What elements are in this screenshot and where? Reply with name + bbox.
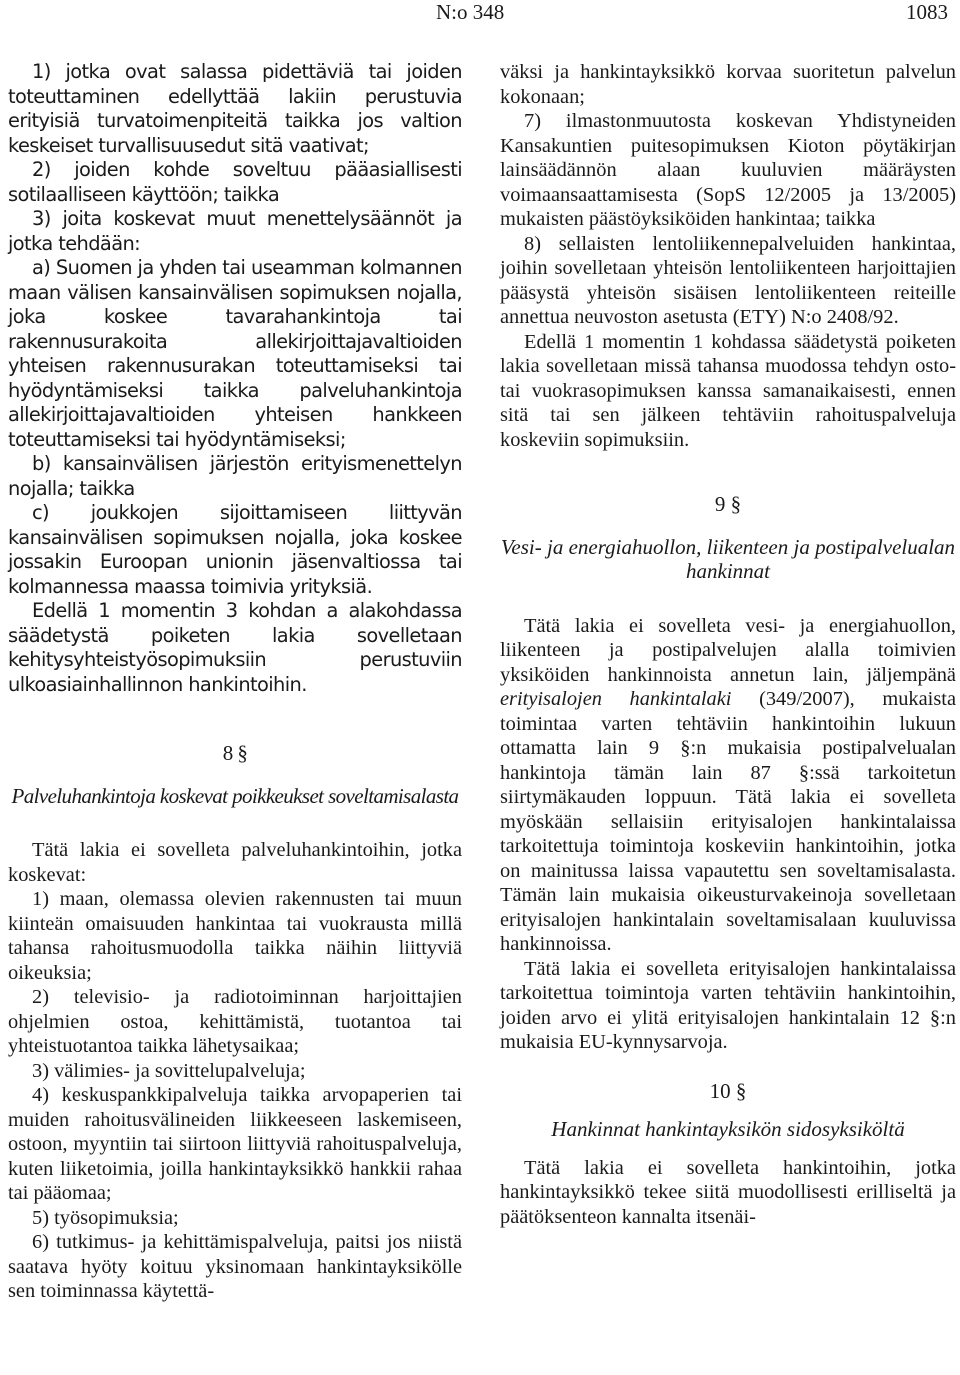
paragraph: Tätä lakia ei sovelleta erityisalojen hankintalaissa tarkoitettua toimintoja varten tehtäviin hankintoihin, joiden arvo ei ylitä erityisalojen hankintalain 12 §:n mukaisia EU-kynnysarvoja. [500, 957, 956, 1053]
paragraph-text: Tätä lakia ei sovelleta vesi- ja energiahuollon, liikenteen ja postipalvelujen alalla toimivien yksiköiden hankinnoista annetun lain, jäljempänä [500, 614, 956, 686]
paragraph: 4) keskuspankkipalveluja taikka arvopaperien tai muiden rahoitusvälineiden liikkeeseen laskemiseen, ostoon, myyntiin tai siirtoon liittyviä rahoituspalveluja, kuten liiketoimia, joilla hankintayksikkö hankkii rahaa tai pääomaa; [8, 1084, 462, 1204]
paragraph: 5) työsopimuksia; [32, 1206, 179, 1229]
section-number: 9 § [714, 492, 742, 516]
paragraph: c) joukkojen sijoittamiseen liittyvän kansainvälisen sopimuksen nojalla, joka koskee jossakin Euroopan unionin jäsenvaltiossa tai kolmannessa maassa toimivia yrityksiä. [8, 501, 462, 598]
paragraph-text: (349/2007), mukaista toimintaa varten tehtäviin hankintoihin lukuun ottamatta lain 9 §:n mukaisia postipalvelualan hankintoja tämän lain 87 §:ssä tarkoitetun siirtymäkauden loppuun. Tätä lakia ei sovelleta myöskään sellaisiin erityisalojen hankintalaissa tarkoitettuja toimintoja koskeviin hankintoihin, jotka on mainitussa laissa vapautettu sen soveltamisalasta. Tämän lain mukaisia oikeusturvakeinoja sovelletaan erityisalojen hankintalain soveltamisalaan kuuluvissa hankinnoissa. [500, 688, 956, 955]
paragraph: a) Suomen ja yhden tai useamman kolmannen maan välisen kansainvälisen sopimuksen nojalla, joka koskee tavarahankintoja tai rakennusurakoita allekirjoittajavaltioiden yhteisen rakennusurakan toteuttamiseksi tai hyödyntämiseksi taikka palveluhankintoja allekirjoittajavaltioiden yhteisen hankkeen toteuttamiseksi tai hyödyntämiseksi; [8, 256, 462, 451]
issue-number: N:o 348 [436, 0, 505, 24]
paragraph: Edellä 1 momentin 3 kohdan a alakohdassa säädetystä poiketen lakia sovelletaan kehitysyhteistyösopimuksiin perustuviin ulkoasiainhallinnon hankintoihin. [8, 599, 462, 696]
section-title: Hankinnat hankintayksikön sidosyksiköltä [551, 1117, 905, 1141]
section-number: 8 § [222, 741, 248, 765]
paragraph: 1) maan, olemassa olevien rakennusten tai muun kiinteän omaisuuden hankintaa tai vuokrausta millä tahansa rahoitusmuodolla taikka näihin liittyviä oikeuksia; [8, 888, 462, 984]
page-number: 1083 [906, 0, 948, 24]
paragraph: 1) jotka ovat salassa pidettäviä tai joiden toteuttaminen edellyttää lakiin perustuvia erityisiä turvatoimenpiteitä taikka jos valtion keskeiset turvallisuusedut sitä vaativat; [8, 60, 462, 157]
paragraph: Tätä lakia ei sovelleta hankintoihin, jotka hankintayksikkö tekee siitä muodollisesti erilliseltä ja päätöksenteon kannalta itsenäi- [500, 1156, 956, 1228]
section-title: Vesi- ja energiahuollon, liikenteen ja postipalvelualan hankinnat [500, 534, 956, 583]
paragraph: Edellä 1 momentin 1 kohdassa säädetystä poiketen lakia sovelletaan missä tahansa muodossa tehdyn osto- tai vuokrasopimuksen kanssa samanaikaisesti, ennen sitä tai sen jälkeen tehtäviin rahoituspalveluja koskeviin sopimuksiin. [500, 330, 956, 451]
paragraph [500, 614, 956, 957]
paragraph: Tätä lakia ei sovelleta palveluhankintoihin, jotka koskevat: [8, 839, 462, 886]
paragraph: 6) tutkimus- ja kehittämispalveluja, paitsi jos niistä saatava hyöty koituu yksinomaan hankintayksikölle sen toiminnassa käytettä- [8, 1231, 462, 1302]
section-number: 10 § [709, 1078, 747, 1103]
paragraph: väksi ja hankintayksikkö korvaa suoritetun palvelun kokonaan; [500, 61, 956, 108]
paragraph: 2) televisio- ja radiotoiminnan harjoittajien ohjelmien ostoa, kehittämistä, tuotantoa tai yhteistuotantoa taikka lähetysaikaa; [8, 986, 462, 1057]
paragraph: 3) joita koskevat muut menettelysäännöt ja jotka tehdään: [8, 207, 462, 255]
section-title: Palveluhankintoja koskevat poikkeukset soveltamisalasta [11, 783, 459, 808]
paragraph: 7) ilmastonmuutosta koskevan Yhdistyneiden Kansakuntien puitesopimuksen Kioton pöytäkirjan lainsäädännön alaan kuuluvien määräysten voimaansaattamisesta (SopS 12/2005 ja 13/2005) mukaisten päästöyksiköiden hankintaa; taikka [500, 110, 956, 230]
defined-term: erityisalojen hankintalaki [500, 688, 732, 710]
left-column [8, 60, 462, 1304]
paragraph: b) kansainvälisen järjestön erityismenettelyn nojalla; taikka [8, 452, 462, 500]
paragraph: 2) joiden kohde soveltuu pääasiallisesti sotilaalliseen käyttöön; taikka [8, 158, 462, 206]
paragraph: 3) välimies- ja sovittelupalveluja; [32, 1059, 306, 1082]
paragraph: 8) sellaisten lentoliikennepalveluiden hankintaa, joihin sovelletaan yhteisön lentoliikenteen harjoittajien pääsystä yhteisön sisäisen lentoliikenteen reiteille annettua neuvoston asetusta (ETY) N:o 2408/92. [500, 232, 956, 328]
page-header [0, 0, 960, 30]
right-column [500, 60, 956, 1229]
